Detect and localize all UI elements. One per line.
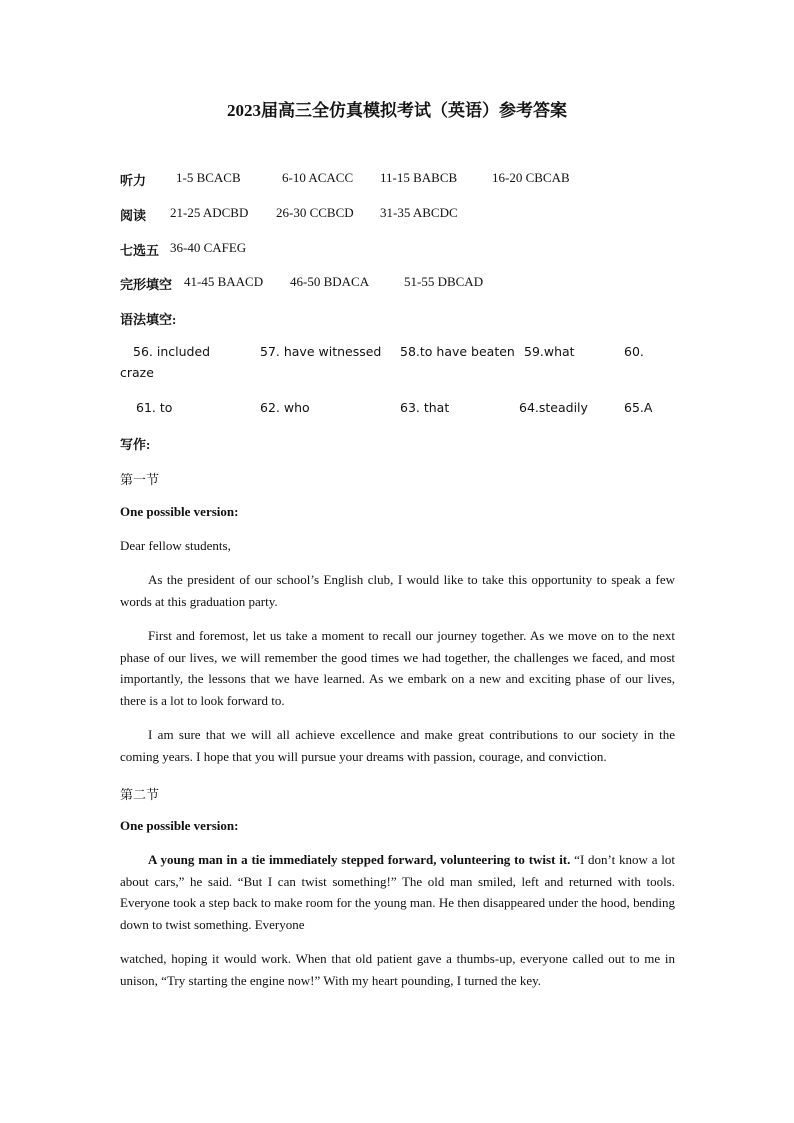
page-title: 2023届高三全仿真模拟考试（英语）参考答案 bbox=[227, 101, 567, 120]
grammar-answer: 59.what bbox=[524, 344, 575, 359]
grammar-answer: 58.to have beaten bbox=[400, 344, 515, 359]
section-heading: 第二节 bbox=[120, 787, 160, 802]
grammar-answer: 60. bbox=[624, 344, 644, 359]
answer-group: 26-30 CCBCD bbox=[276, 205, 354, 220]
answer-group: 6-10 ACACC bbox=[282, 170, 354, 185]
listening-row bbox=[120, 170, 146, 189]
grammar-answer: 65.A bbox=[624, 400, 653, 415]
answer-group: 51-55 DBCAD bbox=[404, 274, 484, 289]
paragraph-text: “I don’t know a lot about cars,” he said. “But I can twist something!” The old man smiled, left and returned with tools. Everyone took a step back to make room for the young man. He then disappeared under the hood, bending down to twist something. Everyone bbox=[120, 852, 675, 932]
writing-label: 写作: bbox=[120, 437, 151, 452]
cloze-label: 完形填空 bbox=[120, 277, 173, 292]
grammar-answer: 63. that bbox=[400, 400, 450, 415]
reading-label: 阅读 bbox=[120, 208, 147, 223]
answer-group: 21-25 ADCBD bbox=[170, 205, 249, 220]
listening-label: 听力 bbox=[120, 173, 147, 188]
cloze-row bbox=[120, 274, 172, 293]
answer-group: 41-45 BAACD bbox=[184, 274, 264, 289]
reading-row bbox=[120, 205, 146, 224]
lead-sentence: A young man in a tie immediately stepped forward, volunteering to twist it. bbox=[148, 852, 571, 867]
section-heading: 第一节 bbox=[120, 472, 160, 487]
answer-group: 16-20 CBCAB bbox=[492, 170, 570, 185]
essay-paragraph: As the president of our school’s English club, I would like to take this opportunity to speak a few words at this graduation party. bbox=[120, 572, 675, 609]
answer-group: 36-40 CAFEG bbox=[170, 240, 247, 255]
version-label: One possible version: bbox=[120, 504, 239, 519]
grammar-answer: 61. to bbox=[136, 400, 173, 415]
essay-paragraph: I am sure that we will all achieve excellence and make great contributions to our society in the coming years. I hope that you will pursue your dreams with passion, courage, and conviction. bbox=[120, 727, 675, 764]
grammar-answer: 62. who bbox=[260, 400, 310, 415]
salutation: Dear fellow students, bbox=[120, 538, 231, 553]
answer-group: 1-5 BCACB bbox=[176, 170, 241, 185]
essay-paragraph: First and foremost, let us take a moment to recall our journey together. As we move on to the next phase of our lives, we will remember the good times we had together, the challenges we faced, and most importantly, the lessons that we have learned. As we embark on a new and exciting phase of our lives, there is a lot to look forward to. bbox=[120, 628, 675, 708]
grammar-label: 语法填空: bbox=[120, 312, 177, 327]
grammar-row bbox=[120, 309, 176, 328]
continuation-paragraph bbox=[120, 849, 675, 935]
seven-five-label: 七选五 bbox=[120, 243, 160, 258]
answer-group: 31-35 ABCDC bbox=[380, 205, 458, 220]
grammar-answer: craze bbox=[120, 365, 154, 380]
version-label: One possible version: bbox=[120, 818, 239, 833]
answer-group: 11-15 BABCB bbox=[380, 170, 458, 185]
grammar-answer: 57. have witnessed bbox=[260, 344, 382, 359]
seven-five-row bbox=[120, 240, 159, 259]
continuation-paragraph: watched, hoping it would work. When that old patient gave a thumbs-up, everyone called out to me in unison, “Try starting the engine now!” With my heart pounding, I turned the key. bbox=[120, 951, 675, 988]
answer-group: 46-50 BDACA bbox=[290, 274, 370, 289]
grammar-answer: 56. included bbox=[133, 344, 211, 359]
grammar-answer: 64.steadily bbox=[519, 400, 588, 415]
